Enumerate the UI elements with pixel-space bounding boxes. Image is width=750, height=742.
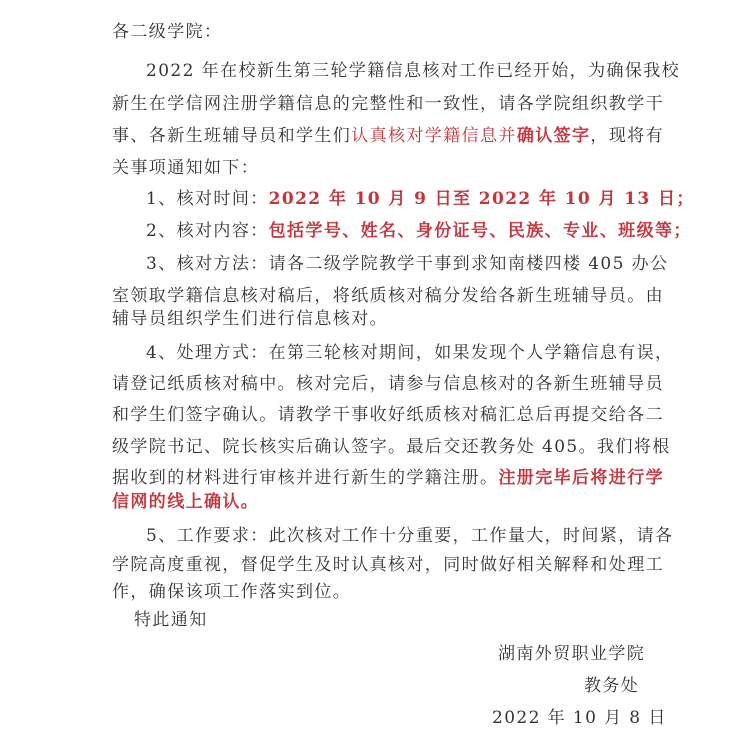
salutation: 各二级学院： [112,22,223,42]
signature-date: 2022 年 10 月 8 日 [492,708,667,728]
item-1-value: 2022 年 10 月 9 日至 2022 年 10 月 13 日； [268,189,695,209]
item-4-line-3: 和学生们签字确认。请教学干事收好纸质核对稿汇总后再提交给各二 [112,405,664,425]
paragraph-1-text: 事、各新生班辅导员和学生们 [112,126,352,146]
item-2-check-content [146,217,692,245]
closing: 特此通知 [134,610,208,630]
item-5-line-2: 学院高度重视，督促学生及时认真核对，同时做好相关解释和处理工 [112,555,664,575]
highlight-verify: 认真核对学籍信息并 [351,126,517,146]
item-5-line-3: 作，确保该项工作落实到位。 [112,582,352,602]
signature-org: 湖南外贸职业学院 [498,644,646,664]
item-4-line-4: 级学院书记、院长核实后确认签字。最后交还教务处 405。我们将根 [112,437,671,457]
item-2-label: 2、核对内容： [146,221,269,241]
item-5-line-1: 5、工作要求：此次核对工作十分重要，工作量大，时间紧，请各 [146,526,674,546]
item-4-line-2: 请登记纸质核对稿中。核对完后，请参与信息核对的各新生班辅导员 [112,374,664,394]
signature-dept: 教务处 [584,676,640,696]
item-3-line-2: 室领取学籍信息核对稿后，将纸质核对稿分发给各新生班辅导员。由 [112,286,664,306]
highlight-confirm-sign: 确认签字 [516,126,591,146]
item-4-line-6: 信网的线上确认。 [112,492,260,512]
item-4-line-1: 4、处理方式：在第三轮核对期间，如果发现个人学籍信息有误， [146,343,674,363]
item-4-highlight: 注册完毕后将进行学 [498,468,665,488]
item-3-line-3: 辅导员组织学生们进行信息核对。 [112,309,388,329]
paragraph-1-line-3 [112,122,664,150]
paragraph-1-line-2: 新生在学信网注册学籍信息的完整性和一致性，请各学院组织教学干 [112,94,664,114]
item-1-check-time [146,185,695,213]
item-1-label: 1、核对时间： [146,189,269,209]
paragraph-1-text-end: ，现将有 [590,126,665,146]
paragraph-1-line-1: 2022 年在校新生第三轮学籍信息核对工作已经开始，为确保我校 [146,61,681,81]
item-4-text: 据收到的材料进行审核并进行新生的学籍注册。 [112,468,499,488]
item-3-line-1: 3、核对方法：请各二级学院教学干事到求知南楼四楼 405 办公 [146,254,669,274]
paragraph-1-line-4: 关事项通知如下： [112,158,260,178]
item-2-value: 包括学号、姓名、身份证号、民族、专业、班级等； [268,221,692,241]
